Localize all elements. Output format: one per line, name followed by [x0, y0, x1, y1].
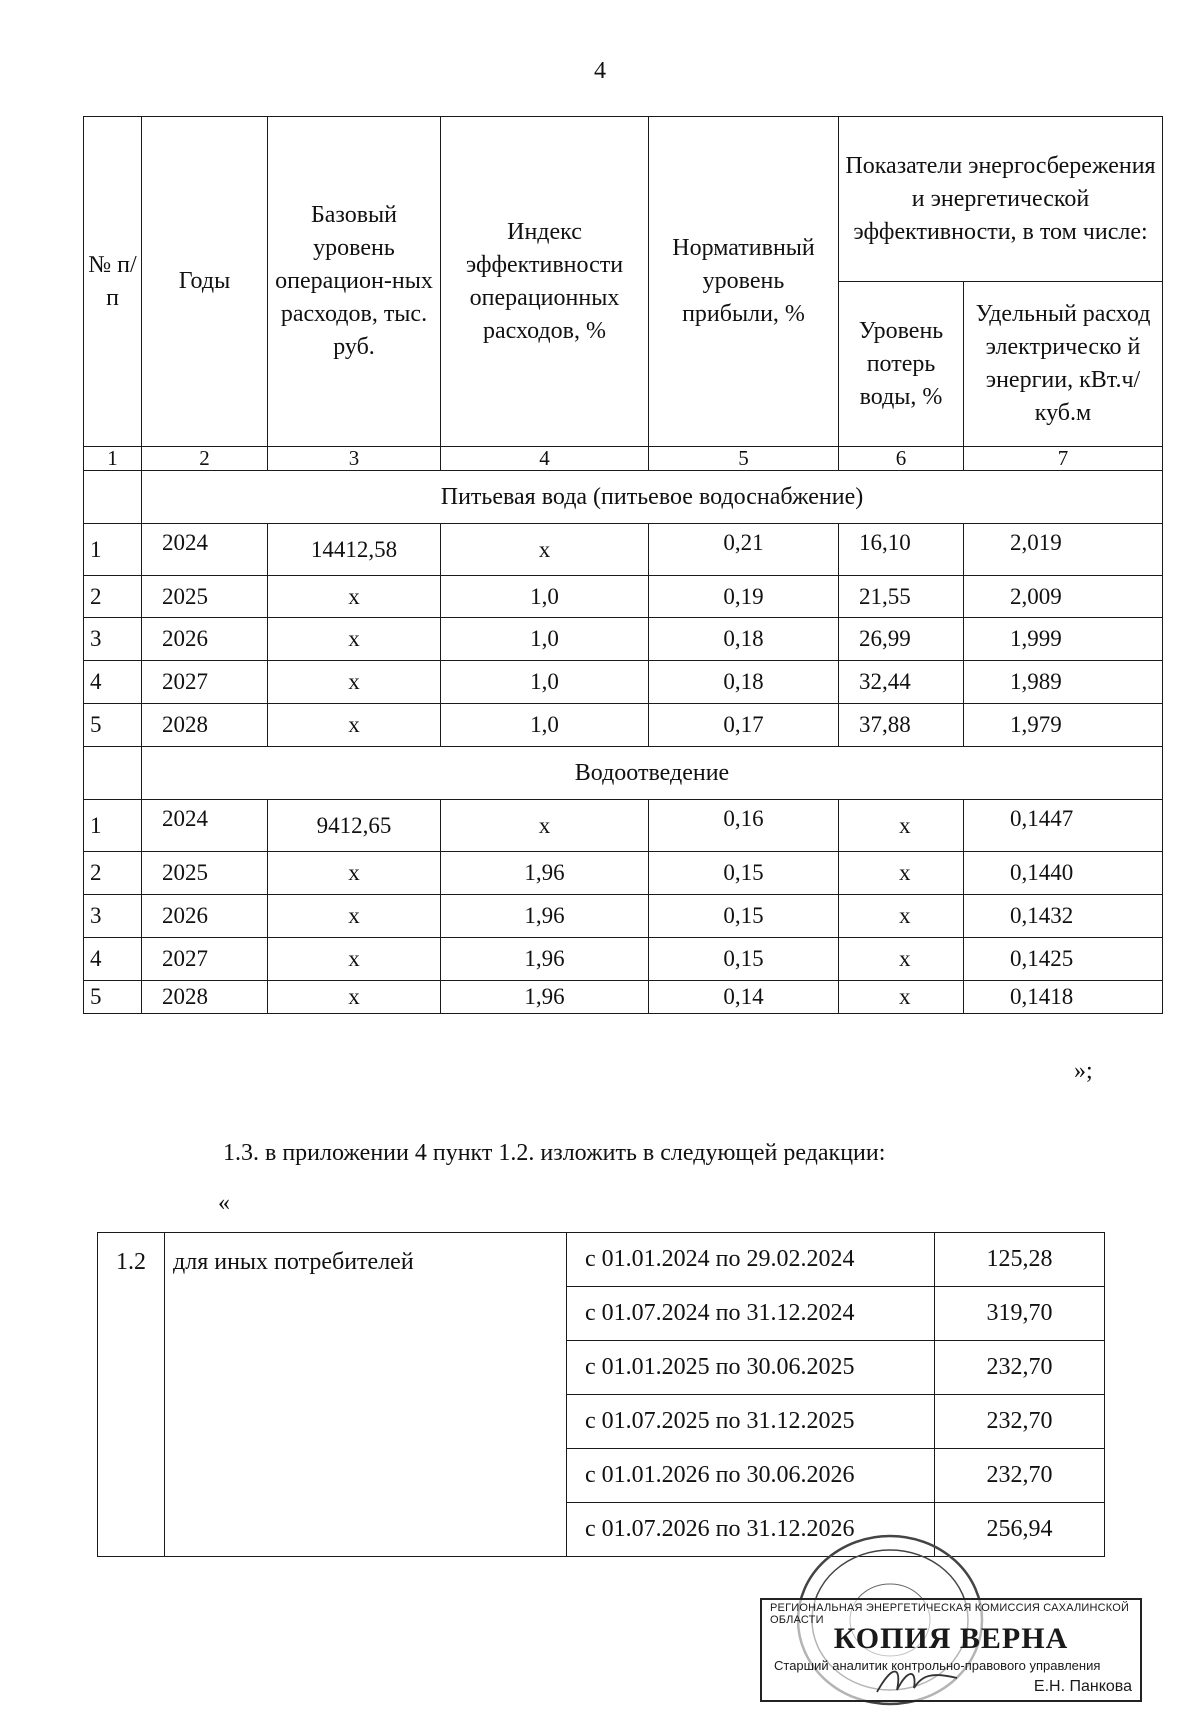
col-number: 7	[964, 447, 1163, 471]
signature-icon	[872, 1660, 962, 1700]
tariff-value: 125,28	[935, 1233, 1105, 1287]
row-electricity: 0,1432	[964, 895, 1163, 938]
row-profit-level: 0,16	[649, 800, 839, 852]
row-electricity: 1,999	[964, 618, 1163, 661]
header-efficiency-index: Индекс эффективности операционных расходов, %	[441, 117, 649, 447]
row-water-loss: 21,55	[839, 576, 964, 618]
row-electricity: 1,979	[964, 704, 1163, 747]
row-efficiency-index: 1,96	[441, 938, 649, 981]
row-number: 4	[84, 661, 142, 704]
row-profit-level: 0,15	[649, 895, 839, 938]
row-number: 1	[84, 800, 142, 852]
instruction-paragraph: 1.3. в приложении 4 пункт 1.2. изложить в следующей редакции:	[223, 1140, 886, 1166]
tariff-value: 232,70	[935, 1449, 1105, 1503]
tariff-period: с 01.01.2024 по 29.02.2024	[567, 1233, 935, 1287]
table-row	[98, 1233, 1105, 1287]
table-row	[84, 661, 1163, 704]
table-row	[84, 981, 1163, 1014]
row-profit-level: 0,15	[649, 852, 839, 895]
row-year: 2028	[142, 704, 268, 747]
row-base-costs: х	[268, 661, 441, 704]
table-row	[84, 938, 1163, 981]
row-water-loss: 32,44	[839, 661, 964, 704]
row-base-costs: 9412,65	[268, 800, 441, 852]
page-number: 4	[594, 58, 606, 84]
row-year: 2027	[142, 661, 268, 704]
consumer-category: для иных потребителей	[165, 1233, 567, 1557]
tariff-value: 232,70	[935, 1395, 1105, 1449]
table-row	[84, 852, 1163, 895]
header-energy-group: Показатели энергосбережения и энергетической эффективности, в том числе:	[839, 117, 1163, 282]
row-base-costs: 14412,58	[268, 524, 441, 576]
row-number: 5	[84, 704, 142, 747]
row-efficiency-index: 1,96	[441, 981, 649, 1014]
row-number: 5	[84, 981, 142, 1014]
section-header-drinking-water	[84, 471, 1163, 524]
row-profit-level: 0,18	[649, 618, 839, 661]
tariff-table	[97, 1232, 1105, 1557]
header-num: № п/п	[84, 117, 142, 447]
col-number: 2	[142, 447, 268, 471]
certification-stamp	[760, 1598, 1142, 1702]
row-water-loss: 37,88	[839, 704, 964, 747]
tariff-period: с 01.07.2026 по 31.12.2026	[567, 1503, 935, 1557]
tariff-period: с 01.01.2026 по 30.06.2026	[567, 1449, 935, 1503]
table-row	[84, 618, 1163, 661]
row-efficiency-index: 1,0	[441, 576, 649, 618]
row-profit-level: 0,17	[649, 704, 839, 747]
row-number: 3	[84, 895, 142, 938]
stamp-organization: РЕГИОНАЛЬНАЯ ЭНЕРГЕТИЧЕСКАЯ КОМИССИЯ САХАЛИНСКОЙ ОБЛАСТИ	[770, 1602, 1130, 1626]
stamp-role: Старший аналитик контрольно-правового управления	[774, 1658, 1101, 1673]
row-base-costs: х	[268, 618, 441, 661]
row-efficiency-index: 1,0	[441, 618, 649, 661]
header-profit-level: Нормативный уровень прибыли, %	[649, 117, 839, 447]
efficiency-indicators-table	[83, 116, 1163, 1014]
row-electricity: 0,1447	[964, 800, 1163, 852]
section-spacer	[84, 747, 142, 800]
row-number: 1	[84, 524, 142, 576]
header-electricity: Удельный расход электрическо й энергии, кВт.ч/куб.м	[964, 282, 1163, 447]
item-number: 1.2	[98, 1233, 165, 1557]
stamp-title: КОПИЯ ВЕРНА	[833, 1622, 1069, 1655]
row-base-costs: х	[268, 852, 441, 895]
row-water-loss: х	[839, 852, 964, 895]
header-row	[84, 117, 1163, 282]
section-title: Водоотведение	[142, 747, 1163, 800]
row-electricity: 2,019	[964, 524, 1163, 576]
row-water-loss: х	[839, 895, 964, 938]
row-year: 2025	[142, 576, 268, 618]
tariff-value: 232,70	[935, 1341, 1105, 1395]
row-profit-level: 0,15	[649, 938, 839, 981]
row-profit-level: 0,19	[649, 576, 839, 618]
header-water-loss: Уровень потерь воды, %	[839, 282, 964, 447]
row-electricity: 1,989	[964, 661, 1163, 704]
column-number-row	[84, 447, 1163, 471]
col-number: 1	[84, 447, 142, 471]
row-electricity: 0,1418	[964, 981, 1163, 1014]
row-year: 2026	[142, 895, 268, 938]
row-year: 2024	[142, 524, 268, 576]
row-number: 3	[84, 618, 142, 661]
header-years: Годы	[142, 117, 268, 447]
header-base-costs: Базовый уровень операцион-ных расходов, тыс. руб.	[268, 117, 441, 447]
section-title: Питьевая вода (питьевое водоснабжение)	[142, 471, 1163, 524]
row-year: 2028	[142, 981, 268, 1014]
row-number: 2	[84, 852, 142, 895]
col-number: 5	[649, 447, 839, 471]
row-profit-level: 0,21	[649, 524, 839, 576]
row-profit-level: 0,14	[649, 981, 839, 1014]
col-number: 4	[441, 447, 649, 471]
row-base-costs: х	[268, 938, 441, 981]
tariff-period: с 01.07.2025 по 31.12.2025	[567, 1395, 935, 1449]
table-row	[84, 576, 1163, 618]
row-base-costs: х	[268, 576, 441, 618]
row-base-costs: х	[268, 895, 441, 938]
row-efficiency-index: 1,96	[441, 852, 649, 895]
row-base-costs: х	[268, 981, 441, 1014]
table-row	[84, 704, 1163, 747]
tariff-period: с 01.01.2025 по 30.06.2025	[567, 1341, 935, 1395]
row-efficiency-index: х	[441, 524, 649, 576]
row-efficiency-index: 1,0	[441, 704, 649, 747]
section-spacer	[84, 471, 142, 524]
tariff-value: 256,94	[935, 1503, 1105, 1557]
closing-quote: »;	[1074, 1058, 1093, 1084]
row-water-loss: х	[839, 981, 964, 1014]
col-number: 3	[268, 447, 441, 471]
row-number: 4	[84, 938, 142, 981]
row-base-costs: х	[268, 704, 441, 747]
opening-quote: «	[218, 1190, 230, 1216]
row-year: 2027	[142, 938, 268, 981]
row-electricity: 0,1425	[964, 938, 1163, 981]
section-header-wastewater	[84, 747, 1163, 800]
row-year: 2026	[142, 618, 268, 661]
row-efficiency-index: 1,96	[441, 895, 649, 938]
row-profit-level: 0,18	[649, 661, 839, 704]
row-number: 2	[84, 576, 142, 618]
row-year: 2025	[142, 852, 268, 895]
row-electricity: 2,009	[964, 576, 1163, 618]
tariff-period: с 01.07.2024 по 31.12.2024	[567, 1287, 935, 1341]
stamp-name: Е.Н. Панкова	[1033, 1678, 1132, 1695]
row-water-loss: х	[839, 938, 964, 981]
row-electricity: 0,1440	[964, 852, 1163, 895]
row-efficiency-index: 1,0	[441, 661, 649, 704]
table-row	[84, 524, 1163, 576]
row-water-loss: 26,99	[839, 618, 964, 661]
col-number: 6	[839, 447, 964, 471]
table-row	[84, 895, 1163, 938]
row-year: 2024	[142, 800, 268, 852]
table-row	[84, 800, 1163, 852]
row-efficiency-index: х	[441, 800, 649, 852]
row-water-loss: х	[839, 800, 964, 852]
tariff-value: 319,70	[935, 1287, 1105, 1341]
row-water-loss: 16,10	[839, 524, 964, 576]
